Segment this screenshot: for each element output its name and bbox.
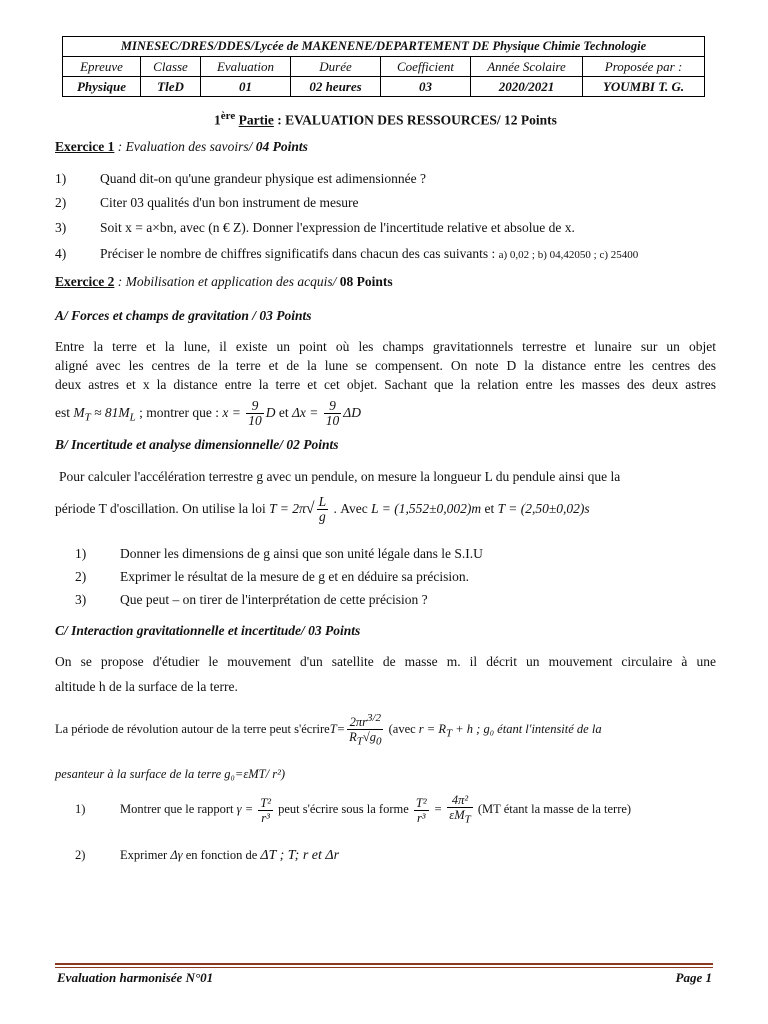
header-value: 01 (201, 77, 291, 97)
section-a-line-2: aligné avec les centres de la terre et de la lune se compensent. On note D la distance entre les centres des (55, 358, 716, 373)
text: Montrer que le rapport (120, 802, 234, 816)
c-question-2: 2) Exprimer Δγ en fonction de ΔT ; T; r et Δr (75, 848, 340, 863)
section-b-line-1: Pour calculer l'accélération terrestre g avec un pendule, on mesure la longueur L du pendule ainsi que la (59, 469, 621, 484)
ex1-question-2: 2) Citer 03 qualités d'un bon instrument de mesure (55, 195, 359, 210)
section-c-line-4: pesanteur à la surface de la terre g₀=εMT/ r²) (55, 767, 285, 781)
section-a-line-3: deux astres et x la distance entre la terre et cet objet. Sachant que la relation entre les masses des deux astres (55, 377, 716, 392)
delta-gamma: Δγ (170, 848, 183, 862)
section-b-line-2: période T d'oscillation. On utilise la loi T = 2π√ $\frac{L}{g}$ . Avec L = (1,552±0,002)m et T = (2,50±0,02)s (55, 494, 590, 525)
q-text: Citer 03 qualités d'un bon instrument de mesure (100, 195, 359, 210)
text: Exprimer (120, 848, 168, 862)
exercise-1-title (55, 138, 716, 156)
radius-formula: $r = R_T + h$ (418, 722, 474, 740)
ex2-sub: : Mobilisation et application des acquis/ (117, 274, 337, 289)
header-label: Coefficient (381, 57, 471, 77)
length-value: L = (1,552±0,002)m (371, 501, 482, 516)
ex1-title: Exercice 1 (55, 139, 115, 154)
b-question-1: 1) Donner les dimensions de g ainsi que son unité légale dans le S.I.U (75, 546, 483, 561)
section-c-line-2: altitude h de la surface de la terre. (55, 679, 238, 694)
q-text: Quand dit-on qu'une grandeur physique est adimensionnée ? (100, 171, 426, 186)
section-a-line-4: est $M_T \approx 81M_L$ ; montrer que : x = $\frac{9}{10}$ D et Δx = $\frac{9}{10}$ ΔD (55, 398, 361, 429)
c-question-1: 1) Montrer que le rapport γ = $\frac{\text{T²}}{\text{r³}}$ peut s'écrire sous la forme $\frac{\text{T²}}{\text{r³}}$ = $\frac{\text{4π²}}{\varepsilon M_T}$ (MT étant la masse de la terre) (75, 793, 632, 826)
footer-rule-thin (55, 967, 713, 968)
header-label: Proposée par : (583, 57, 705, 77)
exercise-2-title (55, 273, 716, 291)
header-label: Classe (141, 57, 201, 77)
header-label: Durée (291, 57, 381, 77)
text: (MT étant la masse de la terre) (477, 802, 632, 816)
ex2-title: Exercice 2 (55, 274, 115, 289)
pendulum-law: T = 2π√ $\frac{L}{g}$ (269, 494, 327, 525)
q-text: Que peut – on tirer de l'interprétation de cette précision ? (120, 592, 428, 607)
part-title (55, 107, 716, 130)
text: est (55, 405, 70, 420)
q4-cases: a) 0,02 ; b) 04,42050 ; c) 25400 (498, 249, 639, 261)
section-c-line-3 (55, 710, 716, 753)
ex1-sub: : Evaluation des savoirs/ (117, 139, 253, 154)
part-sup: ère (220, 110, 236, 122)
section-c-title: C/ Interaction gravitationnelle et incertitude/ 03 Points (55, 623, 361, 638)
text: ; g₀ étant l'intensité de la (476, 722, 602, 736)
text: peut s'écrire sous la forme (278, 802, 409, 816)
header-label: Année Scolaire (471, 57, 583, 77)
text: ; montrer que : (139, 405, 220, 420)
period-value: T = (2,50±0,02)s (497, 501, 590, 516)
q-text: Exprimer le résultat de la mesure de g et en déduire sa précision. (120, 569, 469, 584)
header-value: 03 (381, 77, 471, 97)
header-table (62, 36, 705, 97)
header-value: TleD (141, 77, 201, 97)
b-question-3: 3) Que peut – on tirer de l'interprétation de cette précision ? (75, 592, 428, 607)
section-a-line-1: Entre la terre et la lune, il existe un point où les champs gravitationnels terrestre et lunaire sur un objet (55, 339, 716, 354)
q-text: Préciser le nombre de chiffres significatifs dans chacun des cas suivants : (100, 246, 496, 261)
text: en fonction de (185, 848, 258, 862)
q-text: Soit x = a×bn, avec (n € Z). Donner l'expression de l'incertitude relative et absolue de x. (100, 220, 575, 235)
q-text: Donner les dimensions de g ainsi que son unité légale dans le S.I.U (120, 546, 483, 561)
variables-list: ΔT ; T; r et Δr (260, 848, 340, 863)
part-label: Partie (238, 112, 274, 128)
mass-relation: $M_T \approx 81M_L$ (73, 405, 136, 424)
section-b-title: B/ Incertitude et analyse dimensionnelle/ 02 Points (55, 437, 339, 452)
ex1-question-4: 4) Préciser le nombre de chiffres significatifs dans chacun des cas suivants : a) 0,02 ; b) 04,42050 ; c) 25400 (55, 246, 639, 261)
part-rest: : EVALUATION DES RESSOURCES/ 12 Points (277, 112, 557, 128)
period-formula: T= $\frac{2\pi r^{3/2}}{R_T√g_0}$ (329, 712, 382, 748)
ex1-question-3: 3) Soit x = a×bn, avec (n € Z). Donner l'expression de l'incertitude relative et absolue de x. (55, 220, 575, 235)
gamma-form: $\frac{\text{T²}}{\text{r³}}$ = $\frac{\text{4π²}}{\varepsilon M_T}$ (415, 793, 471, 826)
footer-rule (55, 963, 713, 965)
header-value: 02 heures (291, 77, 381, 97)
text: (avec (388, 722, 416, 736)
text: La période de révolution autour de la terre peut s'écrire (55, 722, 330, 736)
formula-dx: Δx = $\frac{9}{10}$ ΔD (292, 398, 361, 429)
ex1-question-1: 1) Quand dit-on qu'une grandeur physique est adimensionnée ? (55, 171, 426, 186)
b-question-2: 2) Exprimer le résultat de la mesure de g et en déduire sa précision. (75, 569, 469, 584)
header-label: Epreuve (63, 57, 141, 77)
section-c-line-1: On se propose d'étudier le mouvement d'un satellite de masse m. il décrit un mouvement circulaire à une (55, 654, 716, 669)
header-value: Physique (63, 77, 141, 97)
ex1-points: 04 Points (255, 139, 308, 154)
text: période T d'oscillation. On utilise la loi (55, 501, 266, 516)
part-num: 1 (214, 112, 221, 128)
ex2-points: 08 Points (339, 274, 393, 289)
gamma-ratio: γ = $\frac{\text{T²}}{\text{r³}}$ (236, 795, 271, 825)
header-value: YOUMBI T. G. (583, 77, 705, 97)
formula-x: x = $\frac{9}{10}$ D (222, 398, 276, 429)
text: . Avec (333, 501, 368, 516)
section-a-title: A/ Forces et champs de gravitation / 03 Points (55, 308, 312, 323)
footer-left: Evaluation harmonisée N°01 (57, 970, 214, 985)
header-label: Evaluation (201, 57, 291, 77)
page-number: Page 1 (675, 970, 712, 985)
header-value: 2020/2021 (471, 77, 583, 97)
header-title: MINESEC/DRES/DDES/Lycée de MAKENENE/DEPARTEMENT DE Physique Chimie Technologie (63, 37, 705, 57)
